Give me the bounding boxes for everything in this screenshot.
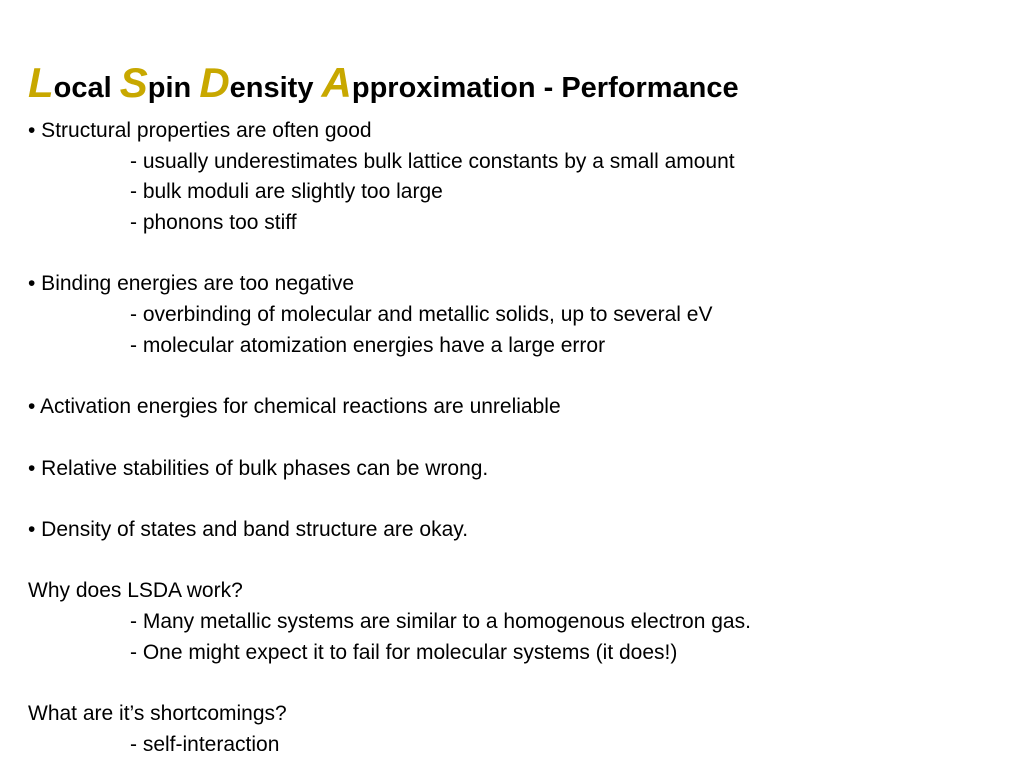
slide-body — [28, 116, 751, 760]
sub-self-interaction: - self-interaction — [130, 732, 280, 756]
title-cap-d: D — [199, 59, 230, 106]
sub-phonons: - phonons too stiff — [130, 211, 297, 235]
sub-metallic-systems: - Many metallic systems are similar to a homogenous electron gas. — [130, 610, 751, 633]
bullet-density-of-states: • Density of states and band structure are okay. — [28, 517, 469, 541]
sub-overbinding: - overbinding of molecular and metallic solids, up to several eV — [130, 303, 713, 327]
bullet-structural: • Structural properties are often good — [28, 119, 372, 142]
blank-line — [28, 423, 751, 454]
heading-why-lsda: Why does LSDA work? — [28, 579, 243, 603]
title-word-spin: pin — [147, 72, 200, 104]
bullet-activation-energies: • Activation energies for chemical reactions are unreliable — [28, 395, 561, 419]
blank-line — [28, 484, 751, 515]
title-word-density: ensity — [229, 72, 322, 104]
sub-molecular-systems: - One might expect it to fail for molecular systems (it does!) — [130, 640, 678, 664]
heading-shortcomings: What are it’s shortcomings? — [28, 702, 287, 726]
sub-lattice-constants: - usually underestimates bulk lattice constants by a small amount — [130, 149, 735, 173]
blank-line — [28, 668, 751, 699]
blank-line — [28, 239, 751, 270]
title-word-approximation: pproximation - Performance — [351, 72, 739, 104]
sub-atomization: - molecular atomization energies have a large error — [130, 333, 606, 357]
slide-title — [28, 58, 739, 108]
title-cap-l: L — [28, 59, 54, 106]
blank-line — [28, 546, 751, 577]
title-cap-s: S — [119, 59, 148, 106]
bullet-relative-stabilities: • Relative stabilities of bulk phases can be wrong. — [28, 456, 489, 480]
bullet-binding-energies: • Binding energies are too negative — [28, 272, 355, 296]
title-cap-a: A — [321, 59, 352, 106]
blank-line — [28, 362, 751, 393]
sub-bulk-moduli: - bulk moduli are slightly too large — [130, 180, 443, 204]
title-word-local: ocal — [53, 72, 120, 104]
